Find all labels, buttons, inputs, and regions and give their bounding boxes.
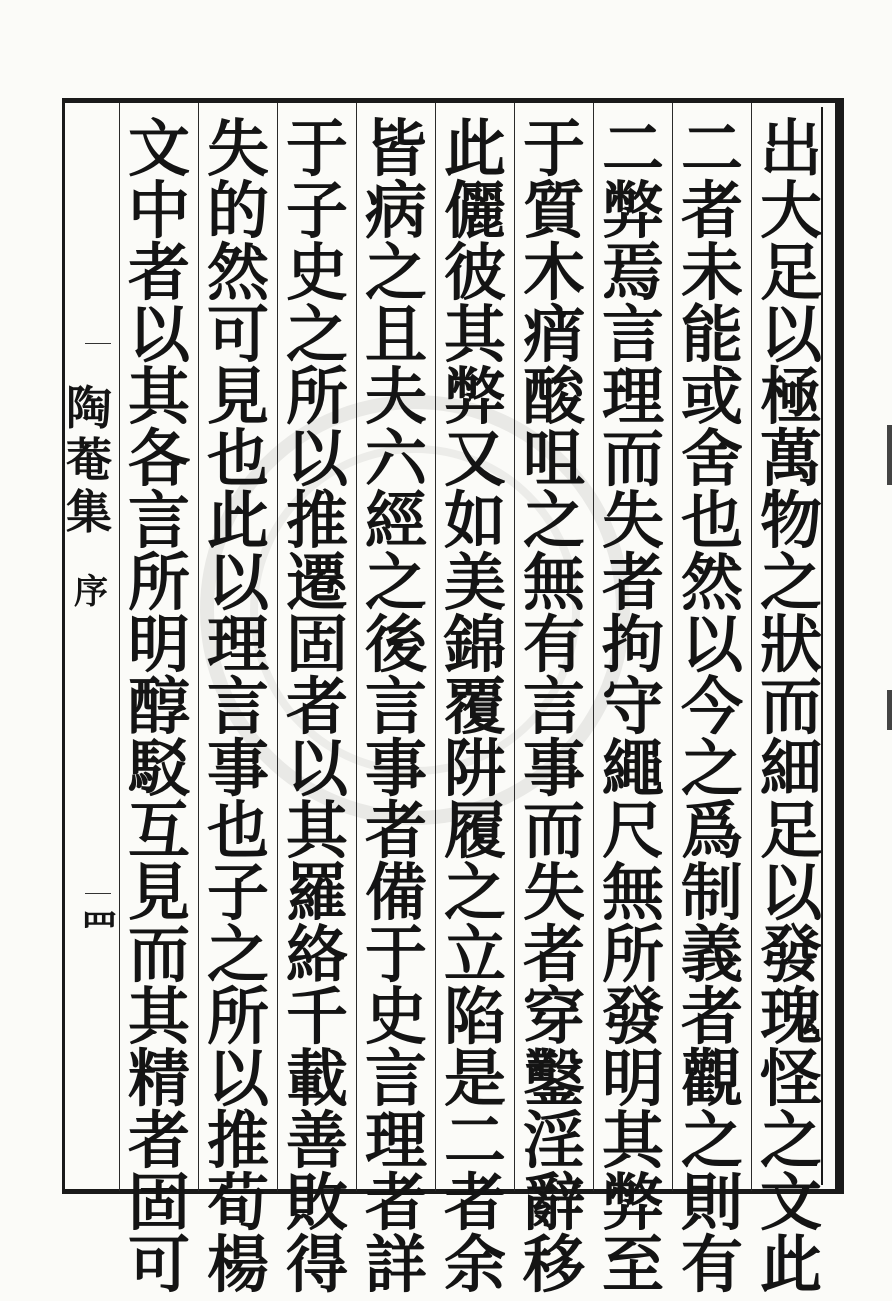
- text-char: 所: [127, 546, 190, 619]
- text-char: 言: [364, 670, 427, 743]
- book-title-char: 菴: [66, 433, 112, 487]
- text-char: 立: [443, 918, 506, 991]
- text-char: 子: [206, 856, 269, 929]
- text-char: 無: [601, 856, 664, 929]
- text-char: 細: [759, 732, 822, 805]
- text-char: 之: [206, 918, 269, 991]
- text-char: 以: [680, 608, 743, 681]
- text-char: 然: [680, 546, 743, 619]
- text-char: 酸: [522, 360, 585, 433]
- text-char: 以: [285, 422, 348, 495]
- text-char: 之: [759, 1104, 822, 1177]
- column-divider: [435, 103, 436, 1191]
- text-char: 弊: [601, 174, 664, 247]
- text-char: 其: [285, 794, 348, 867]
- text-char: 各: [127, 422, 190, 495]
- text-char: 發: [759, 918, 822, 991]
- text-char: 之: [680, 732, 743, 805]
- text-char: 者: [680, 980, 743, 1053]
- text-char: 極: [759, 360, 822, 433]
- folio-number: 罒: [80, 906, 119, 951]
- text-char: 之: [285, 298, 348, 371]
- text-char: 者: [522, 918, 585, 991]
- text-char: 楊: [206, 1228, 269, 1301]
- text-char: 淫: [522, 1104, 585, 1177]
- text-char: 咀: [522, 422, 585, 495]
- column-divider: [277, 103, 278, 1191]
- text-char: 言: [206, 670, 269, 743]
- text-char: 瑰: [759, 980, 822, 1053]
- text-char: 言: [522, 670, 585, 743]
- text-char: 美: [443, 546, 506, 619]
- text-char: 于: [285, 112, 348, 185]
- text-char: 者: [364, 794, 427, 867]
- text-char: 之: [680, 1104, 743, 1177]
- text-char: 此: [206, 484, 269, 557]
- text-char: 守: [601, 670, 664, 743]
- text-char: 能: [680, 298, 743, 371]
- text-char: 明: [601, 1042, 664, 1115]
- text-char: 儷: [443, 174, 506, 247]
- text-char: 發: [601, 980, 664, 1053]
- text-char: 經: [364, 484, 427, 557]
- text-char: 事: [364, 732, 427, 805]
- text-char: 得: [285, 1228, 348, 1301]
- text-char: 移: [522, 1228, 585, 1301]
- text-char: 病: [364, 174, 427, 247]
- text-char: 遷: [285, 546, 348, 619]
- text-char: 所: [285, 360, 348, 433]
- text-char: 或: [680, 360, 743, 433]
- text-char: 以: [759, 298, 822, 371]
- text-char: 物: [759, 484, 822, 557]
- banner-rule-top: [85, 343, 111, 344]
- section-label: 序: [74, 572, 108, 612]
- text-char: 弊: [601, 1166, 664, 1239]
- text-char: 之: [364, 236, 427, 309]
- text-char: 而: [127, 918, 190, 991]
- text-char: 羅: [285, 856, 348, 929]
- text-char: 今: [680, 670, 743, 743]
- text-char: 辭: [522, 1166, 585, 1239]
- book-title: [65, 381, 113, 541]
- text-char: 是: [443, 1042, 506, 1115]
- text-char: 精: [127, 1042, 190, 1115]
- text-char: 弊: [443, 360, 506, 433]
- text-char: 推: [206, 1104, 269, 1177]
- text-char: 文: [759, 1166, 822, 1239]
- text-char: 其: [127, 360, 190, 433]
- text-char: 而: [522, 794, 585, 867]
- book-title-char: 集: [66, 485, 112, 539]
- text-char: 善: [285, 1104, 348, 1177]
- text-char: 絡: [285, 918, 348, 991]
- text-column: [516, 112, 592, 1301]
- book-title-char: 陶: [66, 381, 112, 435]
- text-char: 理: [364, 1104, 427, 1177]
- text-column: [121, 112, 197, 1301]
- column-divider: [198, 103, 199, 1191]
- text-char: 則: [680, 1166, 743, 1239]
- text-char: 履: [443, 794, 506, 867]
- text-char: 者: [127, 236, 190, 309]
- text-char: 其: [601, 1104, 664, 1177]
- text-char: 六: [364, 422, 427, 495]
- text-char: 之: [443, 856, 506, 929]
- text-char: 夫: [364, 360, 427, 433]
- text-char: 覆: [443, 670, 506, 743]
- column-divider: [356, 103, 357, 1191]
- text-char: 錦: [443, 608, 506, 681]
- text-char: 其: [443, 298, 506, 371]
- text-char: 中: [127, 174, 190, 247]
- text-char: 繩: [601, 732, 664, 805]
- text-char: 者: [127, 1104, 190, 1177]
- text-char: 荀: [206, 1166, 269, 1239]
- text-char: 也: [680, 484, 743, 557]
- text-char: 觀: [680, 1042, 743, 1115]
- text-char: 二: [443, 1104, 506, 1177]
- text-char: 可: [127, 1228, 190, 1301]
- text-char: 以: [759, 856, 822, 929]
- text-char: 且: [364, 298, 427, 371]
- text-char: 彼: [443, 236, 506, 309]
- text-char: 怪: [759, 1042, 822, 1115]
- text-column: [358, 112, 434, 1301]
- text-column: [279, 112, 355, 1301]
- text-char: 言: [364, 1042, 427, 1115]
- text-char: 子: [285, 174, 348, 247]
- text-char: 焉: [601, 236, 664, 309]
- text-char: 也: [206, 794, 269, 867]
- banner-rule-bottom: [85, 893, 111, 894]
- text-char: 足: [759, 794, 822, 867]
- text-char: 所: [206, 980, 269, 1053]
- text-char: 尺: [601, 794, 664, 867]
- text-char: 言: [127, 484, 190, 557]
- text-char: 拘: [601, 608, 664, 681]
- column-divider: [672, 103, 673, 1191]
- text-column: [674, 112, 750, 1301]
- text-char: 失: [522, 856, 585, 929]
- text-column: [595, 112, 671, 1301]
- text-char: 駁: [127, 732, 190, 805]
- text-char: 如: [443, 484, 506, 557]
- text-char: 醇: [127, 670, 190, 743]
- column-divider: [514, 103, 515, 1191]
- text-char: 詳: [364, 1228, 427, 1301]
- page-edge-mark: [887, 690, 892, 730]
- text-char: 可: [206, 298, 269, 371]
- text-char: 事: [206, 732, 269, 805]
- text-char: 史: [285, 236, 348, 309]
- text-char: 木: [522, 236, 585, 309]
- text-char: 備: [364, 856, 427, 929]
- text-char: 互: [127, 794, 190, 867]
- text-char: 事: [522, 732, 585, 805]
- text-char: 者: [364, 1166, 427, 1239]
- text-char: 于: [522, 112, 585, 185]
- text-char: 皆: [364, 112, 427, 185]
- text-char: 之: [364, 546, 427, 619]
- text-char: 固: [285, 608, 348, 681]
- text-char: 此: [759, 1228, 822, 1301]
- text-char: 然: [206, 236, 269, 309]
- text-char: 文: [127, 112, 190, 185]
- column-divider: [593, 103, 594, 1191]
- text-char: 以: [285, 732, 348, 805]
- text-char: 史: [364, 980, 427, 1053]
- text-char: 二: [601, 112, 664, 185]
- text-char: 未: [680, 236, 743, 309]
- text-char: 見: [127, 856, 190, 929]
- text-char: 言: [601, 298, 664, 371]
- text-char: 的: [206, 174, 269, 247]
- text-char: 其: [127, 980, 190, 1053]
- banner-column: [65, 103, 113, 1189]
- text-char: 質: [522, 174, 585, 247]
- text-char: 余: [443, 1228, 506, 1301]
- text-char: 之: [522, 484, 585, 557]
- text-char: 痟: [522, 298, 585, 371]
- text-char: 有: [680, 1228, 743, 1301]
- text-char: 以: [206, 546, 269, 619]
- text-char: 而: [759, 670, 822, 743]
- text-char: 後: [364, 608, 427, 681]
- text-char: 以: [127, 298, 190, 371]
- page-edge-mark: [887, 425, 892, 485]
- text-char: 萬: [759, 422, 822, 495]
- text-char: 無: [522, 546, 585, 619]
- text-char: 失: [601, 484, 664, 557]
- text-char: 制: [680, 856, 743, 929]
- text-char: 固: [127, 1166, 190, 1239]
- text-char: 出: [759, 112, 822, 185]
- text-column: [753, 112, 829, 1301]
- text-char: 以: [206, 1042, 269, 1115]
- column-divider: [119, 103, 120, 1191]
- text-char: 而: [601, 422, 664, 495]
- text-char: 義: [680, 918, 743, 991]
- text-char: 有: [522, 608, 585, 681]
- text-char: 之: [759, 546, 822, 619]
- text-column: [437, 112, 513, 1301]
- text-char: 又: [443, 422, 506, 495]
- text-char: 也: [206, 422, 269, 495]
- text-char: 至: [601, 1228, 664, 1301]
- text-char: 者: [443, 1166, 506, 1239]
- text-column: [200, 112, 276, 1301]
- text-char: 所: [601, 918, 664, 991]
- text-char: 千: [285, 980, 348, 1053]
- column-divider: [751, 103, 752, 1191]
- text-char: 狀: [759, 608, 822, 681]
- text-char: 者: [680, 174, 743, 247]
- text-char: 理: [206, 608, 269, 681]
- text-char: 載: [285, 1042, 348, 1115]
- text-char: 大: [759, 174, 822, 247]
- text-char: 者: [601, 546, 664, 619]
- text-char: 推: [285, 484, 348, 557]
- text-char: 明: [127, 608, 190, 681]
- text-char: 二: [680, 112, 743, 185]
- text-char: 舍: [680, 422, 743, 495]
- text-char: 阱: [443, 732, 506, 805]
- text-char: 穿: [522, 980, 585, 1053]
- text-char: 足: [759, 236, 822, 309]
- text-char: 敗: [285, 1166, 348, 1239]
- text-char: 陷: [443, 980, 506, 1053]
- text-char: 者: [285, 670, 348, 743]
- text-char: 見: [206, 360, 269, 433]
- text-char: 理: [601, 360, 664, 433]
- text-char: 此: [443, 112, 506, 185]
- text-char: 于: [364, 918, 427, 991]
- text-char: 鑿: [522, 1042, 585, 1115]
- text-char: 爲: [680, 794, 743, 867]
- text-char: 失: [206, 112, 269, 185]
